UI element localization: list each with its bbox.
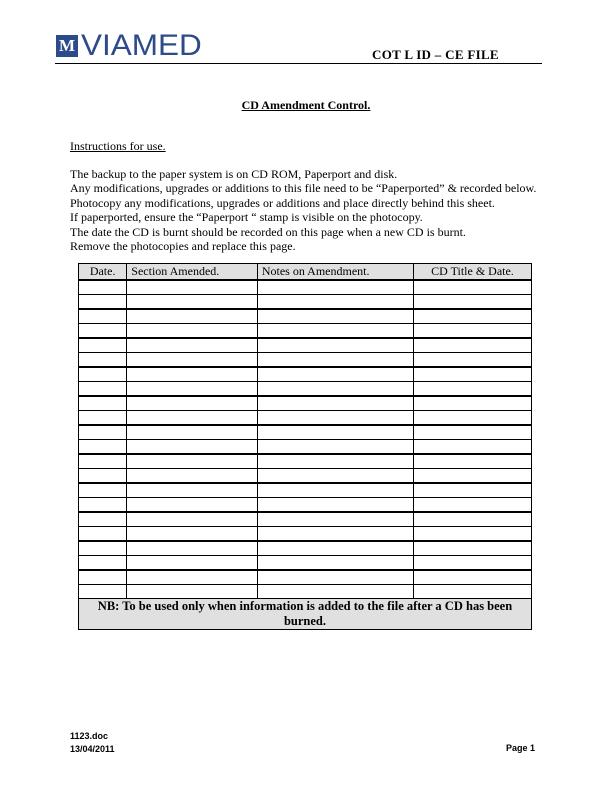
table-cell[interactable] — [127, 425, 258, 440]
table-cell[interactable] — [127, 556, 258, 571]
table-cell[interactable] — [79, 411, 127, 426]
table-cell[interactable] — [257, 556, 413, 571]
table-cell[interactable] — [127, 309, 258, 324]
table-cell[interactable] — [257, 280, 413, 295]
table-cell[interactable] — [257, 411, 413, 426]
table-row — [79, 309, 532, 324]
table-cell[interactable] — [127, 396, 258, 411]
table-cell[interactable] — [127, 483, 258, 498]
table-row — [79, 353, 532, 368]
table-cell[interactable] — [257, 338, 413, 353]
table-row — [79, 367, 532, 382]
instructions-heading: Instructions for use. — [70, 139, 166, 153]
instruction-line: Photocopy any modifications, upgrades or additions and place directly behind this sheet. — [70, 195, 495, 210]
table-cell[interactable] — [257, 440, 413, 455]
table-cell[interactable] — [413, 382, 531, 397]
table-row — [79, 382, 532, 397]
header-divider — [55, 63, 542, 64]
table-cell[interactable] — [127, 585, 258, 599]
table-cell[interactable] — [79, 469, 127, 484]
table-cell[interactable] — [413, 483, 531, 498]
table-cell[interactable] — [127, 367, 258, 382]
table-cell[interactable] — [79, 338, 127, 353]
table-row — [79, 411, 532, 426]
logo-mark-icon: M — [56, 35, 78, 57]
table-cell[interactable] — [413, 295, 531, 310]
table-cell[interactable] — [257, 425, 413, 440]
instruction-line: Remove the photocopies and replace this page. — [70, 239, 296, 254]
table-cell[interactable] — [79, 324, 127, 339]
table-cell[interactable] — [79, 527, 127, 542]
table-cell[interactable] — [257, 527, 413, 542]
table-cell[interactable] — [79, 295, 127, 310]
table-cell[interactable] — [257, 541, 413, 556]
table-row — [79, 440, 532, 455]
footer-left — [70, 730, 115, 756]
table-cell[interactable] — [413, 280, 531, 295]
table-cell[interactable] — [79, 396, 127, 411]
table-row — [79, 527, 532, 542]
table-cell[interactable] — [127, 295, 258, 310]
table-cell[interactable] — [257, 570, 413, 585]
page-title: CD Amendment Control. — [241, 98, 371, 112]
table-cell[interactable] — [413, 440, 531, 455]
table-cell[interactable] — [79, 280, 127, 295]
table-header-row — [79, 264, 532, 281]
table-cell[interactable] — [127, 541, 258, 556]
table-cell[interactable] — [127, 512, 258, 527]
table-cell[interactable] — [127, 411, 258, 426]
table-cell[interactable] — [127, 338, 258, 353]
header-file-title: COT L ID – CE FILE — [372, 47, 499, 62]
table-cell[interactable] — [257, 512, 413, 527]
table-cell[interactable] — [413, 425, 531, 440]
table-row — [79, 556, 532, 571]
table-cell[interactable] — [127, 469, 258, 484]
table-row — [79, 498, 532, 513]
instruction-line: The backup to the paper system is on CD ROM, Paperport and disk. — [70, 167, 398, 181]
table-cell[interactable] — [413, 556, 531, 571]
table-cell[interactable] — [413, 411, 531, 426]
table-row — [79, 396, 532, 411]
table-cell[interactable] — [127, 280, 258, 295]
table-cell[interactable] — [257, 498, 413, 513]
table-cell[interactable] — [257, 324, 413, 339]
table-note: NB: To be used only when information is added to the file after a CD has been burned. — [79, 599, 532, 630]
table-cell[interactable] — [79, 585, 127, 599]
footer-page-number: Page 1 — [506, 743, 536, 753]
footer-date: 13/04/2011 — [70, 744, 115, 754]
table-note-row — [79, 599, 532, 630]
table-cell[interactable] — [79, 541, 127, 556]
table-cell[interactable] — [79, 309, 127, 324]
col-section-amended: Section Amended. — [127, 264, 258, 281]
table-cell[interactable] — [413, 338, 531, 353]
table-cell[interactable] — [79, 425, 127, 440]
table-row — [79, 454, 532, 469]
instructions-list — [70, 167, 536, 253]
table-cell[interactable] — [413, 527, 531, 542]
table-cell[interactable] — [257, 585, 413, 599]
instruction-line: If paperported, ensure the “Paperport “ stamp is visible on the photocopy. — [70, 210, 423, 225]
table-cell[interactable] — [79, 570, 127, 585]
table-cell[interactable] — [79, 367, 127, 382]
table-cell[interactable] — [257, 309, 413, 324]
table-row — [79, 338, 532, 353]
amendment-table — [78, 263, 532, 630]
logo-text: VIAMED — [81, 29, 202, 62]
table-cell[interactable] — [413, 469, 531, 484]
instruction-line: The date the CD is burnt should be recorded on this page when a new CD is burnt. — [70, 224, 466, 239]
table-cell[interactable] — [413, 353, 531, 368]
table-cell[interactable] — [413, 585, 531, 599]
table-cell[interactable] — [257, 469, 413, 484]
table-cell[interactable] — [257, 454, 413, 469]
table-cell[interactable] — [257, 353, 413, 368]
table-row — [79, 295, 532, 310]
footer-filename: 1123.doc — [70, 731, 109, 741]
instruction-line: Any modifications, upgrades or additions to this file need to be “Paperported” & recorded below. — [70, 181, 537, 196]
table-cell[interactable] — [257, 295, 413, 310]
table-cell[interactable] — [257, 367, 413, 382]
col-date: Date. — [79, 264, 127, 281]
viamed-logo — [56, 29, 202, 62]
table-cell[interactable] — [79, 483, 127, 498]
table-cell[interactable] — [413, 541, 531, 556]
table-cell[interactable] — [257, 483, 413, 498]
table-cell[interactable] — [79, 498, 127, 513]
table-cell[interactable] — [127, 324, 258, 339]
table-cell[interactable] — [79, 440, 127, 455]
table-cell[interactable] — [79, 454, 127, 469]
table-row — [79, 585, 532, 599]
table-cell[interactable] — [257, 396, 413, 411]
table-cell[interactable] — [257, 382, 413, 397]
table-cell[interactable] — [79, 512, 127, 527]
table-row — [79, 541, 532, 556]
table-cell[interactable] — [413, 324, 531, 339]
table-row — [79, 512, 532, 527]
table-cell[interactable] — [413, 454, 531, 469]
table-cell[interactable] — [413, 367, 531, 382]
table-cell[interactable] — [413, 570, 531, 585]
table-cell[interactable] — [413, 512, 531, 527]
table-row — [79, 469, 532, 484]
table-cell[interactable] — [127, 570, 258, 585]
table-row — [79, 483, 532, 498]
table-cell[interactable] — [413, 498, 531, 513]
table-row — [79, 570, 532, 585]
table-row — [79, 324, 532, 339]
table-cell[interactable] — [127, 498, 258, 513]
table-cell[interactable] — [127, 527, 258, 542]
table-cell[interactable] — [413, 396, 531, 411]
table-cell[interactable] — [127, 353, 258, 368]
table-row — [79, 280, 532, 295]
table-cell[interactable] — [413, 309, 531, 324]
col-cd-title-date: CD Title & Date. — [413, 264, 531, 281]
table-cell[interactable] — [127, 440, 258, 455]
table-cell[interactable] — [127, 454, 258, 469]
table-cell[interactable] — [79, 353, 127, 368]
table-cell[interactable] — [127, 382, 258, 397]
table-row — [79, 425, 532, 440]
col-notes: Notes on Amendment. — [257, 264, 413, 281]
table-cell[interactable] — [79, 382, 127, 397]
table-cell[interactable] — [79, 556, 127, 571]
